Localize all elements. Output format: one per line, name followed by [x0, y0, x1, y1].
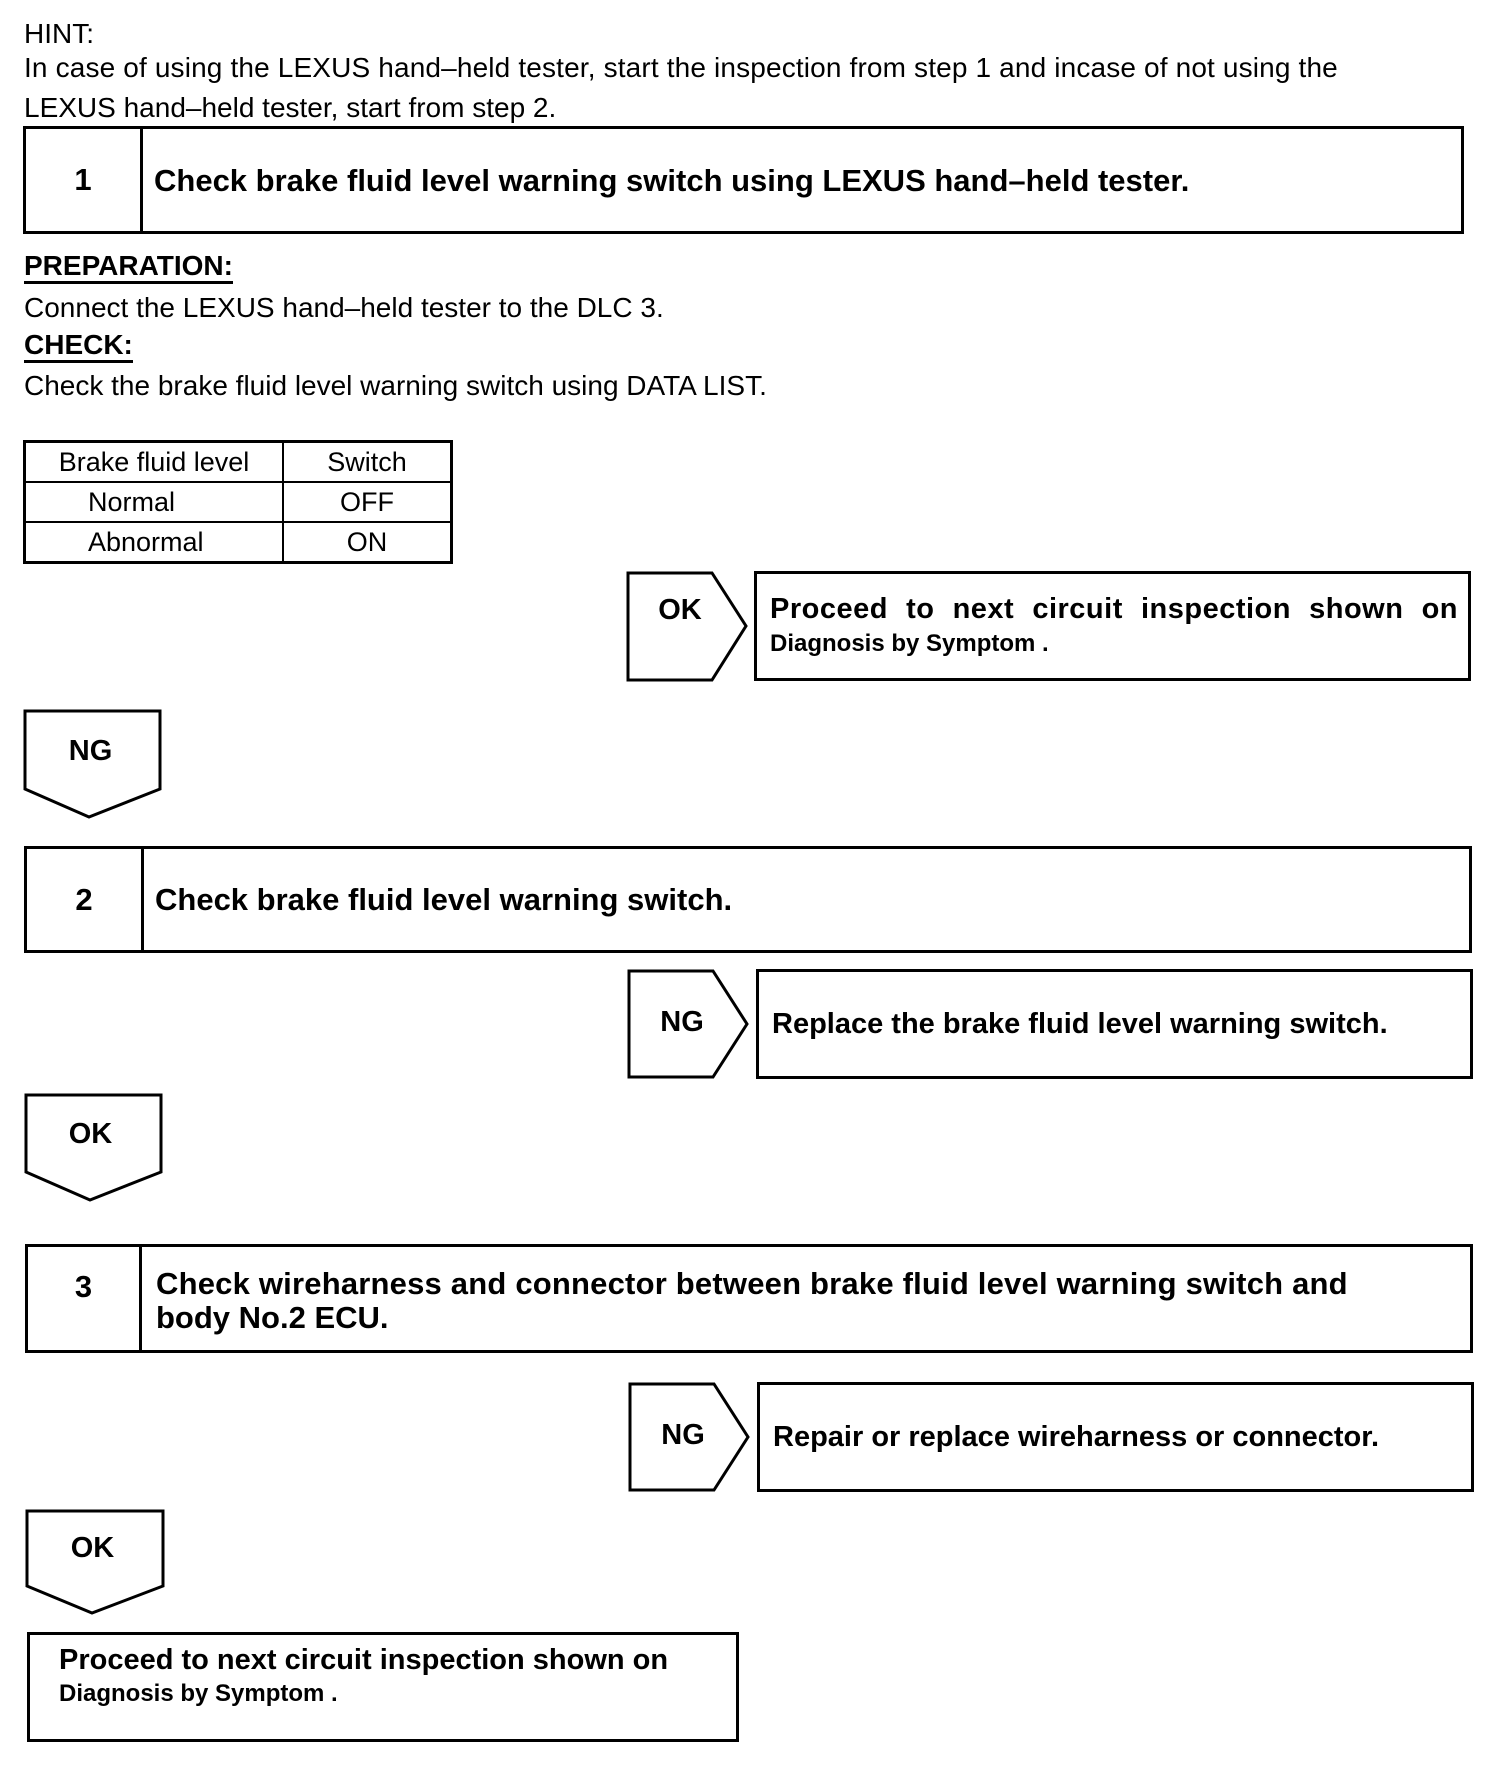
final-result-line-2: Diagnosis by Symptom . [59, 1680, 338, 1707]
step-2-ok-label: OK [68, 1118, 113, 1150]
step-2-title: Check brake fluid level warning switch. [155, 882, 733, 917]
step-1-number: 1 [26, 129, 143, 231]
table-cell: Abnormal [25, 522, 284, 563]
step-2-ng-label: NG [660, 1006, 704, 1038]
step-3-box [25, 1244, 1473, 1353]
step-3-ok-label: OK [70, 1532, 115, 1564]
data-list-table [23, 440, 453, 564]
step-2-box [24, 846, 1472, 953]
step-3-number: 3 [28, 1247, 142, 1350]
table-cell: OFF [283, 482, 452, 522]
check-text: Check the brake fluid level warning switch using DATA LIST. [24, 370, 767, 401]
hint-label: HINT: [24, 18, 94, 49]
step-3-title-line-2: body No.2 ECU. [156, 1300, 389, 1335]
preparation-text: Connect the LEXUS hand–held tester to the DLC 3. [24, 292, 664, 323]
table-cell: Normal [25, 482, 284, 522]
table-header-cell: Brake fluid level [25, 442, 284, 483]
final-result-box [27, 1632, 739, 1742]
step-2-ng-result-text: Replace the brake fluid level warning switch. [772, 1008, 1388, 1040]
table-row [25, 482, 452, 522]
step-1-ok-result-line-1: Proceed to next circuit inspection shown on [770, 593, 1458, 625]
table-row [25, 522, 452, 563]
check-label: CHECK: [24, 329, 133, 363]
table-cell: ON [283, 522, 452, 563]
step-2-ng-result-box [756, 969, 1473, 1079]
step-3-ng-label: NG [661, 1419, 705, 1451]
step-1-title: Check brake fluid level warning switch using LEXUS hand–held tester. [154, 163, 1190, 198]
preparation-label: PREPARATION: [24, 250, 233, 284]
step-1-ng-label: NG [68, 735, 113, 767]
right-arrow-icon [626, 571, 750, 683]
step-3-title-line-1: Check wireharness and connector between brake fluid level warning switch and [156, 1266, 1348, 1301]
step-1-box [23, 126, 1464, 234]
step-1-ok-result-box [754, 571, 1471, 681]
table-header-cell: Switch [283, 442, 452, 483]
step-3-ng-result-box [757, 1382, 1474, 1492]
step-1-ok-result-line-2: Diagnosis by Symptom . [770, 630, 1049, 657]
step-1-ok-label: OK [658, 594, 702, 626]
table-header-row [25, 442, 452, 483]
step-2-number: 2 [27, 849, 144, 950]
hint-line-2: LEXUS hand–held tester, start from step 2. [24, 92, 557, 123]
step-3-ng-result-text: Repair or replace wireharness or connector. [773, 1421, 1380, 1453]
final-result-line-1: Proceed to next circuit inspection shown on [59, 1644, 669, 1676]
hint-line-1: In case of using the LEXUS hand–held tester, start the inspection from step 1 and incase of not using the [24, 52, 1338, 83]
